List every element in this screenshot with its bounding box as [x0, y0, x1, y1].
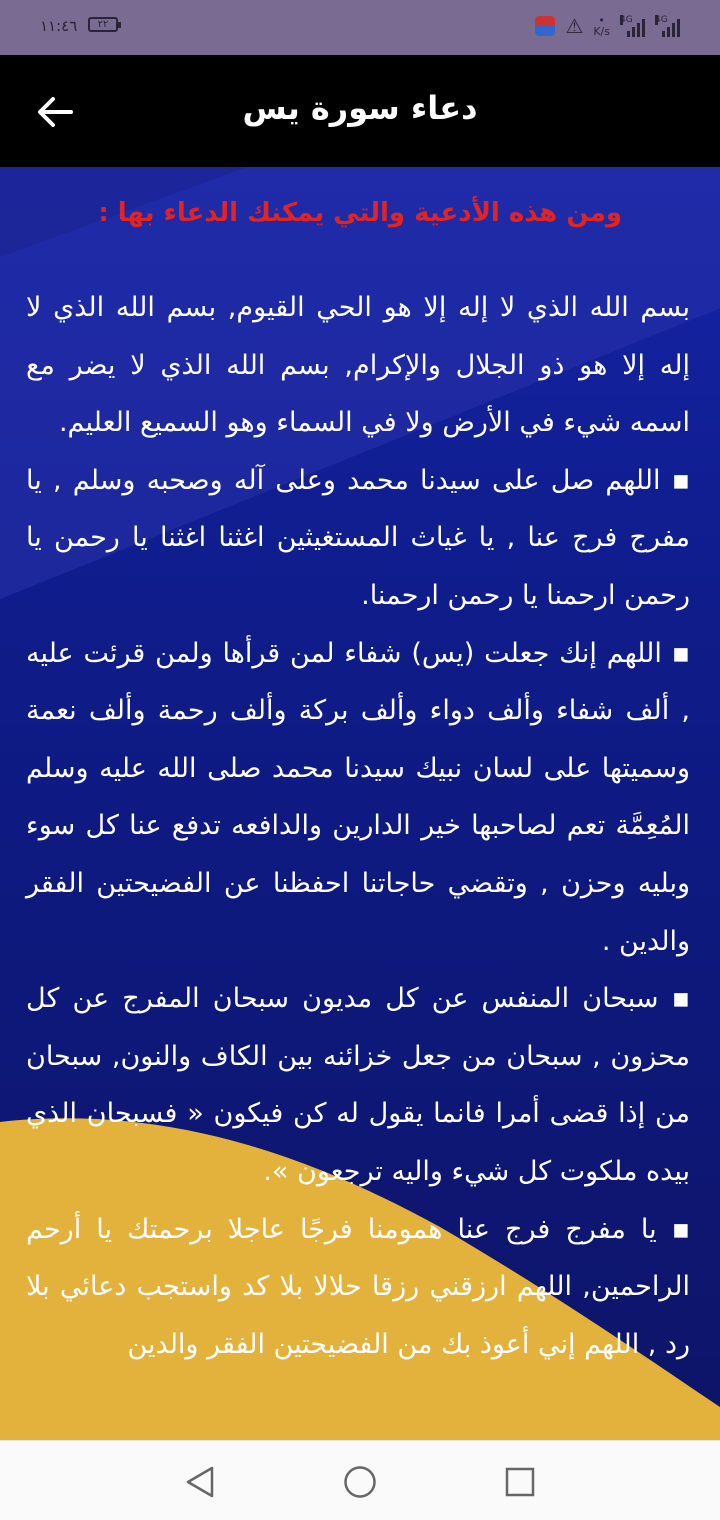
- dua-paragraph: ▪ اللهم إنك جعلت (يس) شفاء لمن قرأها ولمن قرئت عليه , ألف شفاء وألف دواء وألف بركة وألف رحمة وألف نعمة وسميتها على لسان نبيك سيدنا محمد صلى الله عليه وسلم المُعِمَّة تعم لصاحبها خير الدارين والدافعه تدفع عنا كل سوء وبليه وحزن , وتقضي حاجاتنا احفظنا عن الفضيحتين الفقر والدين .: [26, 637, 690, 957]
- network-speed: • K/s: [593, 14, 610, 38]
- nav-back-button[interactable]: [183, 1465, 217, 1499]
- square-recents-icon: [504, 1466, 536, 1498]
- intro-heading: ومن هذه الأدعية والتي يمكنك الدعاء بها :: [98, 198, 622, 228]
- network-type-1: 4G: [620, 15, 633, 25]
- dua-text: [26, 279, 690, 1373]
- dua-paragraph: بسم الله الذي لا إله إلا هو الحي القيوم, بسم الله الذي لا إله إلا هو ذو الجلال والإكرام, بسم الله الذي لا يضر مع اسمه شيء في الأرض ولا في السماء وهو السميع العليم.: [26, 292, 690, 439]
- nav-recents-button[interactable]: [503, 1465, 537, 1499]
- page-title: دعاء سورة يس: [242, 89, 478, 127]
- app-notification-icon: [535, 16, 555, 36]
- dua-paragraph: ▪ يا مفرج فرج عنا همومنا فرجًا عاجلا برحمتك يا أرحم الراحمين, اللهم ارزقني رزقا حلالا بلا كد واستجب دعائي بلا رد , اللهم إني أعوذ بك من الفضيحتين الفقر والدين: [26, 1213, 690, 1360]
- app-bar: [0, 55, 720, 167]
- speed-unit: K/s: [593, 25, 610, 38]
- status-right-icons: [535, 14, 680, 38]
- status-bar: [0, 0, 720, 55]
- nav-home-button[interactable]: [343, 1465, 377, 1499]
- system-nav-bar: [0, 1440, 720, 1520]
- network-type-2: 4G: [655, 15, 668, 25]
- circle-home-icon: [343, 1465, 377, 1499]
- status-time: ١١:٤٦: [40, 17, 78, 35]
- article-content[interactable]: [0, 167, 720, 1440]
- signal-icon-1: [620, 15, 645, 37]
- triangle-back-icon: [184, 1465, 216, 1499]
- dua-paragraph: ▪ سبحان المنفس عن كل مديون سبحان المفرج عن كل محزون , سبحان من جعل خزائنه بين الكاف والنون, سبحان من إذا قضى أمرا فانما يقول له كن فيكون « فسبحان الذي بيده ملكوت كل شيء واليه ترجعون ».: [26, 983, 690, 1187]
- warning-icon: ⚠: [565, 14, 584, 38]
- signal-icon-2: [655, 15, 680, 37]
- battery-icon: ٢٢: [88, 17, 118, 32]
- dua-paragraph: ▪ اللهم صل على سيدنا محمد وعلى آله وصحبه وسلم , يا مفرج فرج عنا , يا غياث المستغيثين اغثنا اغثنا يا رحمن يا رحمن ارحمنا يا رحمن ارحمنا.: [26, 464, 690, 611]
